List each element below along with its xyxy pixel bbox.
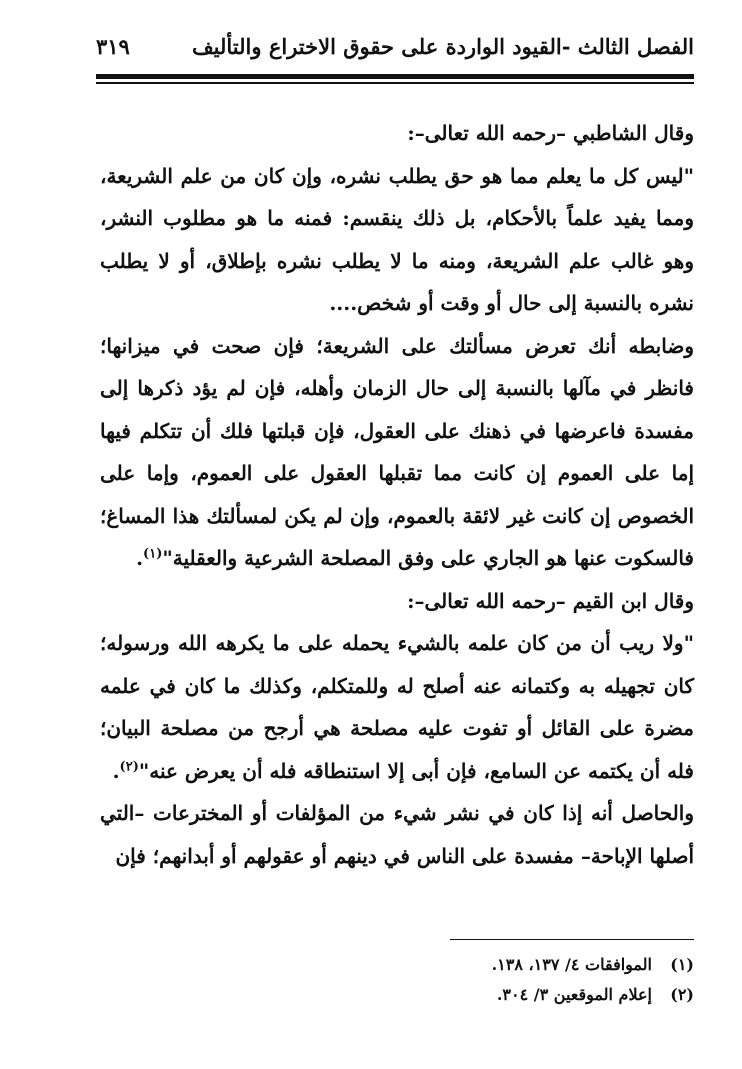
paragraph: وقال الشاطبي –رحمه الله تعالى–: [407,121,694,145]
footnote-separator [450,939,694,940]
footnote-marker: (١) [143,546,163,562]
paragraph: "ولا ريب أن من كان علمه بالشيء يحمله على ما يكرهه الله ورسوله؛ كان تجهيله به وكتمانه عنه أصلح له وللمتكلم، وكذلك ما كان في علمه مضرة على القائل أو تفوت عليه مصلحة هي أرجح من مصلحة البيان؛ فله أن يكتمه عن السامع، فإن أبى إلا استنطاقه فله أن يعرض عنه"$^{(٢)}$. [100,631,694,783]
paragraph: والحاصل أنه إذا كان في نشر شيء من المؤلفات أو المخترعات –التي أصلها الإباحة– مفسدة على الناس في دينهم أو عقولهم أو أبدانهم؛ فإن [100,801,694,868]
footnote-text: إعلام الموقعين ٣/ ٣٠٤. [496,985,652,1004]
page-header [96,34,694,74]
footnote-marker: (٢) [119,758,139,774]
header-rule-thick [96,74,694,79]
footnote [100,980,694,1010]
footnotes [100,950,694,1010]
paragraph: وقال ابن القيم –رحمه الله تعالى–: [407,588,694,613]
quote-shatibi-cont: وضابطه أنك تعرض مسألتك على الشريعة؛ فإن صحت في ميزانها؛ فانظر في مآلها بالنسبة إلى حال الزمان وأهله، فإن لم يؤد ذكرها إلى مفسدة فاعرضها في ذهنك على العقول، فإن قبلتها فلك أن تتكلم فيها إما على العموم إن كانت مما تقبلها العقول على العموم، وإما على الخصوص إن كانت غير لائقة بالعموم، وإن لم يكن لمسألتك هذا المساغ؛ فالسكوت عنها هو الجاري على وفق المصلحة الشرعية والعقلية" [100,333,694,570]
body-text [100,112,694,877]
footnote-number: (١) [670,955,694,974]
footnote-text: الموافقات ٤/ ١٣٧، ١٣٨. [491,955,652,974]
quote-shatibi: "ليس كل ما يعلم مما هو حق يطلب نشره، وإن كان من علم الشريعة، ومما يفيد علماً بالأحكام، بل ذلك ينقسم: فمنه ما هو مطلوب النشر، وهو غالب علم الشريعة، ومنه ما لا يطلب نشره بإطلاق، أو لا يطلب نشره بالنسبة إلى حال أو وقت أو شخص.... [100,163,694,315]
page-number: ٣١٩ [96,34,130,59]
footnote-number: (٢) [670,985,694,1004]
quote-ibn-qayyim: "ولا ريب أن من كان علمه بالشيء يحمله على ما يكرهه الله ورسوله؛ كان تجهيله به وكتمانه عنه أصلح له وللمتكلم، وكذلك ما كان في علمه مضرة على القائل أو تفوت عليه مصلحة هي أرجح من مصلحة البيان؛ فله أن يكتمه عن السامع، فإن أبى إلا استنطاقه فله أن يعرض عنه" [100,631,694,783]
header-rule-thin [96,82,694,84]
paragraph: وضابطه أنك تعرض مسألتك على الشريعة؛ فإن صحت في ميزانها؛ فانظر في مآلها بالنسبة إلى حال الزمان وأهله، فإن لم يؤد ذكرها إلى مفسدة فاعرضها في ذهنك على العقول، فإن قبلتها فلك أن تتكلم فيها إما على العموم إن كانت مما تقبلها العقول على العموم، وإما على الخصوص إن كانت غير لائقة بالعموم، وإن لم يكن لمسألتك هذا المساغ؛ فالسكوت عنها هو الجاري على وفق المصلحة الشرعية والعقلية"$^{(١)}$. [100,333,694,570]
chapter-title: الفصل الثالث -القيود الواردة على حقوق الاختراع والتأليف [191,34,694,59]
footnote [100,950,694,980]
